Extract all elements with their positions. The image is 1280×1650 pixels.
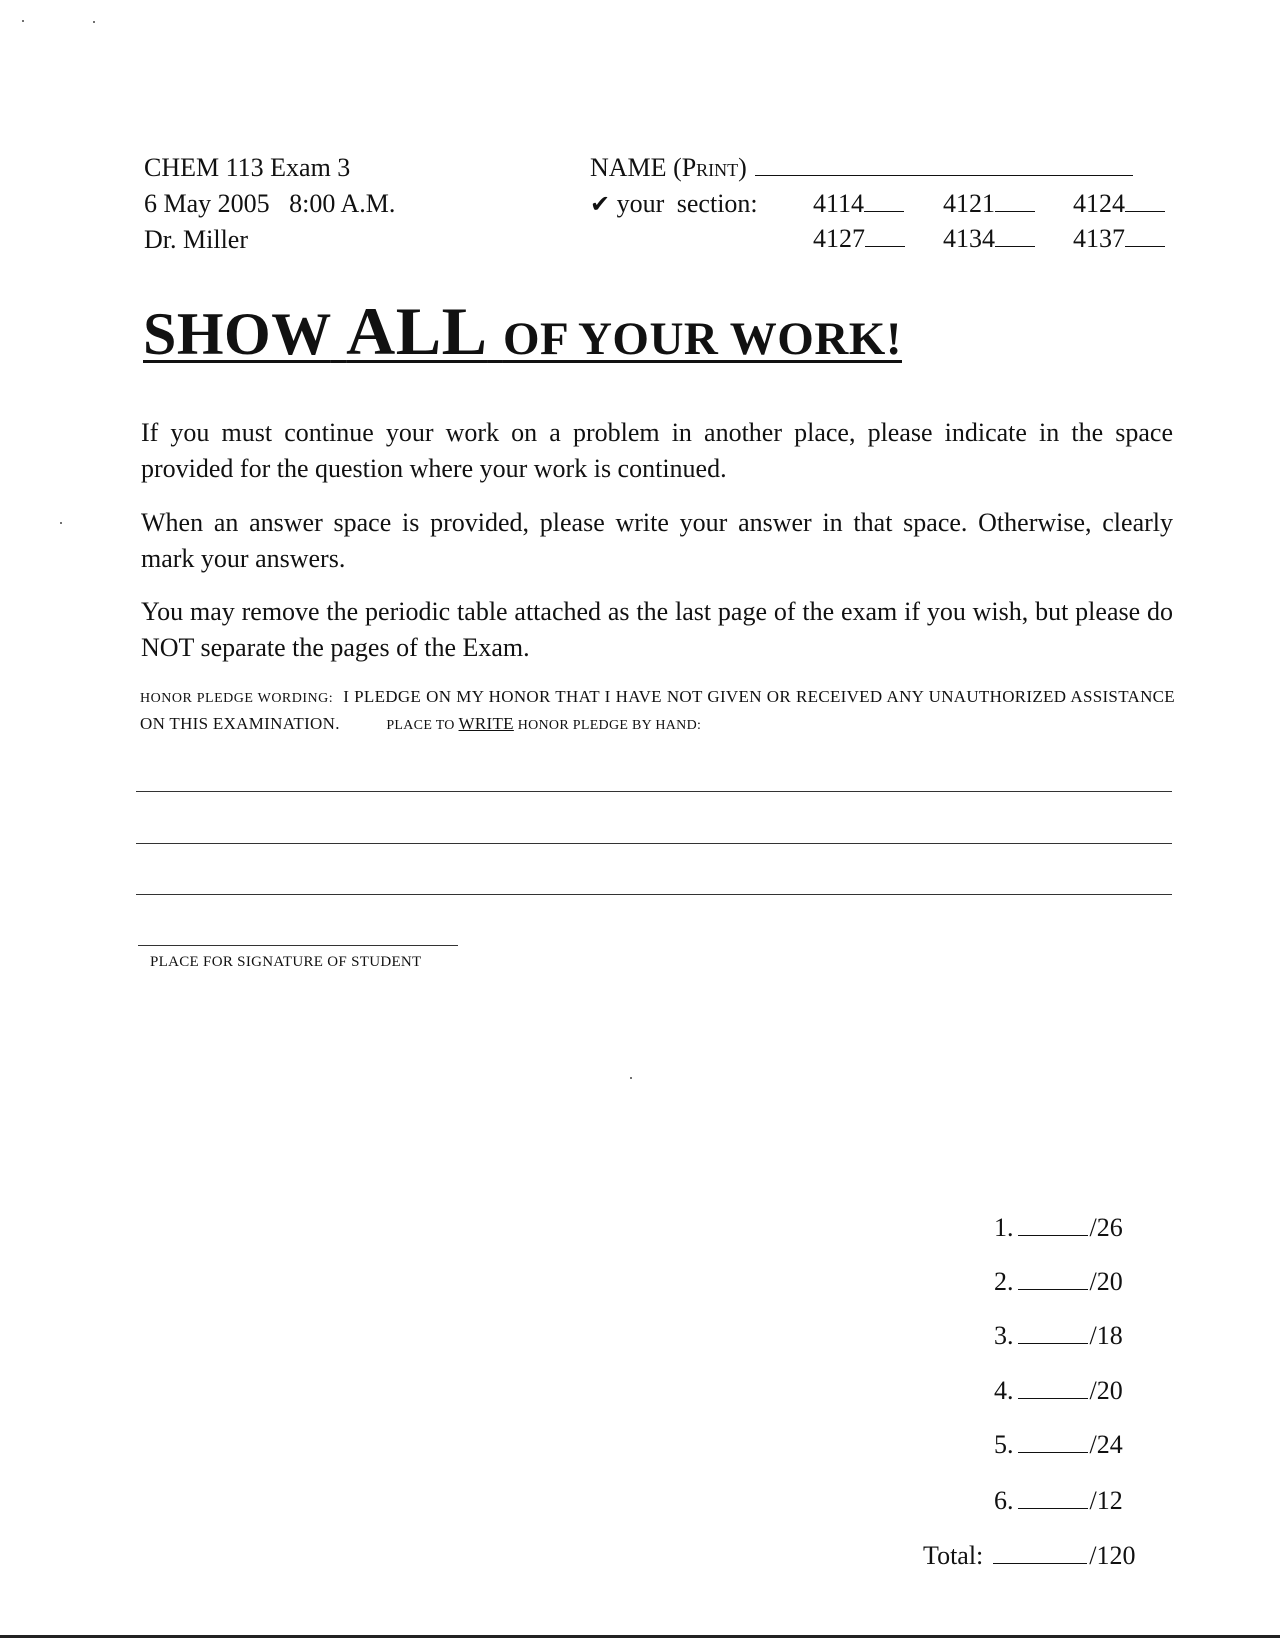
score-num: 6.: [994, 1486, 1014, 1515]
section-4121[interactable]: [943, 186, 1035, 222]
score-row-1: [994, 1213, 1123, 1243]
place-suffix: HONOR PLEDGE BY HAND:: [517, 718, 702, 733]
section-label: your section:: [616, 189, 758, 218]
section-4137[interactable]: [1073, 221, 1165, 257]
title-rest: OF YOUR WORK!: [502, 313, 902, 365]
scan-speck: [93, 21, 95, 23]
pledge-writing-line[interactable]: [136, 791, 1172, 792]
score-num: 2.: [994, 1267, 1014, 1296]
place-prefix: PLACE TO: [386, 718, 455, 733]
score-row-6: [994, 1486, 1123, 1516]
section-code: 4121: [943, 189, 995, 218]
score-field[interactable]: [1018, 1342, 1088, 1344]
exam-date: 6 May 2005: [144, 189, 270, 218]
name-label: NAME: [590, 153, 667, 182]
score-row-3: [994, 1321, 1123, 1351]
score-max: /20: [1089, 1267, 1123, 1296]
name-line: [590, 150, 1133, 186]
pledge-label: HONOR PLEDGE WORDING:: [140, 691, 334, 706]
instruction-3: You may remove the periodic table attached as the last page of the exam if you wish, but please do NOT separate the pages of the Exam.: [141, 597, 1173, 662]
scan-edge: [0, 1635, 1280, 1638]
section-4134[interactable]: [943, 221, 1035, 257]
pledge-text: I PLEDGE ON MY HONOR THAT I HAVE NOT GIVEN OR RECEIVED ANY UNAUTHORIZED ASSISTANCE ON THIS EXAMINATION.: [140, 687, 1175, 733]
exam-info: [144, 150, 395, 258]
score-field[interactable]: [1018, 1507, 1088, 1509]
score-row-2: [994, 1267, 1123, 1297]
section-4114[interactable]: [813, 186, 904, 222]
section-code: 4127: [813, 224, 865, 253]
score-row-5: [994, 1430, 1123, 1460]
score-max: /12: [1089, 1486, 1123, 1515]
score-max: /20: [1089, 1376, 1123, 1405]
title-all: ALL: [346, 293, 488, 369]
score-field[interactable]: [1018, 1397, 1088, 1399]
pledge-place-instruction: [386, 714, 702, 733]
score-num: 3.: [994, 1321, 1014, 1350]
instructor-name: Dr. Miller: [144, 225, 248, 254]
section-selector: [590, 186, 758, 222]
scan-speck: [22, 20, 24, 22]
score-max: /26: [1089, 1213, 1123, 1242]
total-label: Total:: [923, 1541, 984, 1570]
pledge-writing-line[interactable]: [136, 894, 1172, 895]
signature-label: PLACE FOR SIGNATURE OF STUDENT: [150, 954, 422, 970]
score-field[interactable]: [1018, 1288, 1088, 1290]
section-code: 4134: [943, 224, 995, 253]
title-show: SHOW: [143, 301, 331, 367]
honor-pledge: [140, 684, 1175, 738]
section-4124[interactable]: [1073, 186, 1165, 222]
score-field[interactable]: [1018, 1451, 1088, 1453]
exam-time: 8:00 A.M.: [289, 189, 396, 218]
page-title: [143, 292, 902, 371]
score-max: /18: [1089, 1321, 1123, 1350]
course-title: CHEM 113 Exam 3: [144, 153, 351, 182]
total-max: /120: [1089, 1541, 1136, 1570]
section-4127[interactable]: [813, 221, 905, 257]
section-code: 4137: [1073, 224, 1125, 253]
total-field[interactable]: [993, 1562, 1087, 1564]
exam-datetime: [144, 186, 395, 222]
name-hint: (Print): [673, 153, 747, 182]
scan-speck: [630, 1077, 632, 1079]
score-num: 1.: [994, 1213, 1014, 1242]
scan-speck: [60, 522, 62, 524]
score-total-row: [923, 1541, 1136, 1571]
section-code: 4124: [1073, 189, 1125, 218]
instruction-1: If you must continue your work on a problem in another place, please indicate in the space provided for the question where your work is continued.: [141, 418, 1173, 483]
score-num: 5.: [994, 1430, 1014, 1459]
score-num: 4.: [994, 1376, 1014, 1405]
checkmark-icon: ✔: [590, 190, 611, 218]
place-write: WRITE: [458, 714, 514, 733]
section-code: 4114: [813, 189, 865, 218]
score-field[interactable]: [1018, 1234, 1088, 1236]
score-max: /24: [1089, 1430, 1123, 1459]
instruction-2: When an answer space is provided, please write your answer in that space. Otherwise, clearly mark your answers.: [141, 508, 1173, 573]
score-row-4: [994, 1376, 1123, 1406]
name-field[interactable]: [755, 174, 1133, 176]
pledge-writing-line[interactable]: [136, 843, 1172, 844]
signature-line[interactable]: [138, 945, 458, 946]
